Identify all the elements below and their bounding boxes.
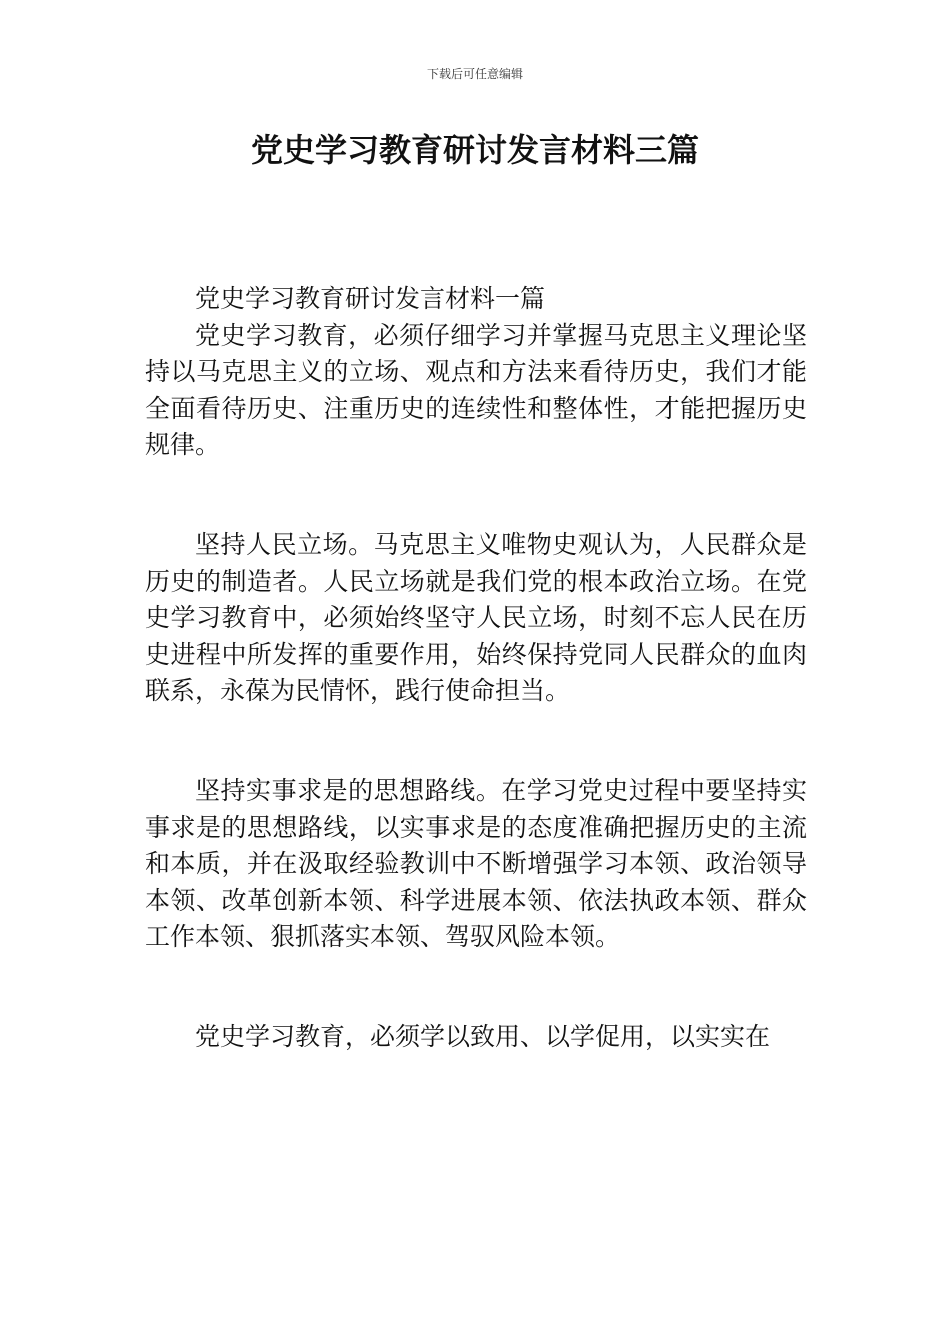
document-body [145,281,807,1056]
header-note: 下载后可任意编辑 [426,67,523,81]
paragraph-1: 党史学习教育，必须仔细学习并掌握马克思主义理论坚持以马克思主义的立场、观点和方法来看待历史，我们才能全面看待历史、注重历史的连续性和整体性，才能把握历史规律。 [145,320,807,460]
paragraph-4: 党史学习教育，必须学以致用、以学促用，以实实在 [195,1021,771,1051]
paragraph-3: 坚持实事求是的思想路线。在学习党史过程中要坚持实事求是的思想路线，以实事求是的态度准确把握历史的主流和本质，并在汲取经验教训中不断增强学习本领、政治领导本领、改革创新本领、科学进展本领、依法执政本领、群众工作本领、狠抓落实本领、驾驭风险本领。 [145,775,807,952]
document-title: 党史学习教育研讨发言材料三篇 [250,131,699,169]
section-heading: 党史学习教育研讨发言材料一篇 [195,284,546,313]
paragraph-2: 坚持人民立场。马克思主义唯物史观认为，人民群众是历史的制造者。人民立场就是我们党的根本政治立场。在党史学习教育中，必须始终坚守人民立场，时刻不忘人民在历史进程中所发挥的重要作用，始终保持党同人民群众的血肉联系，永葆为民情怀，践行使命担当。 [145,529,807,706]
